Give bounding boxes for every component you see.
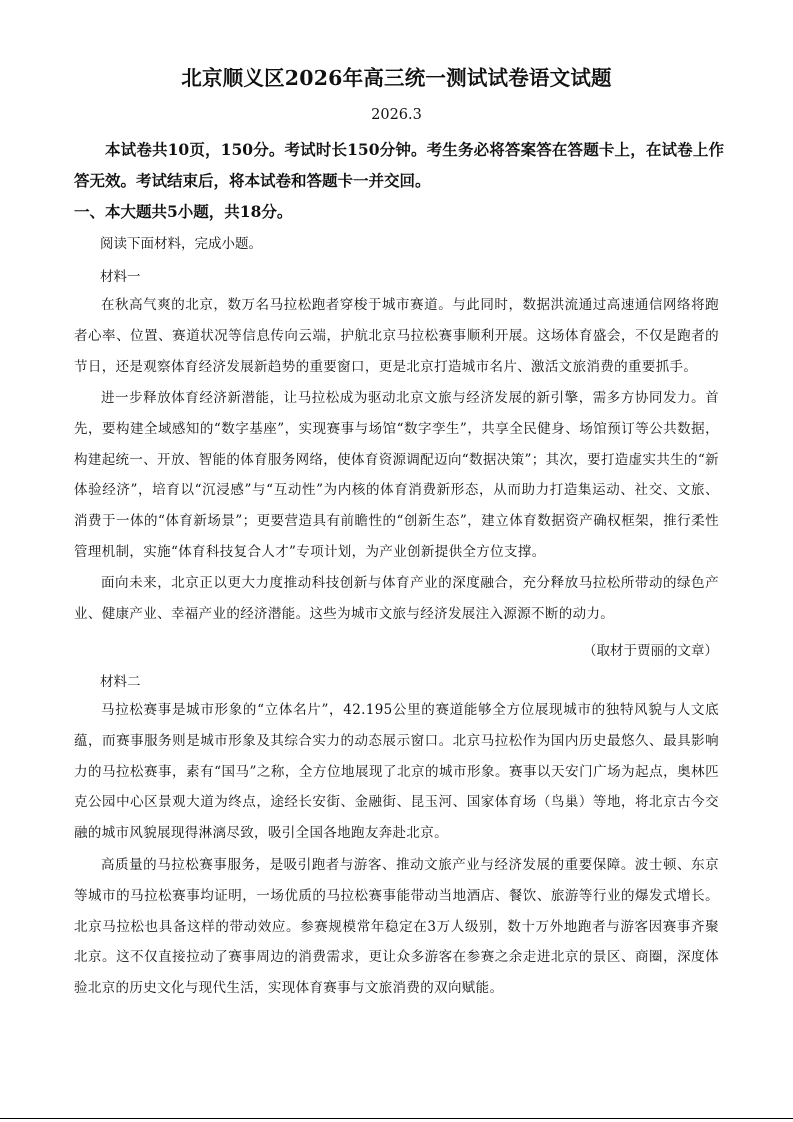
material-two-paragraph: 马拉松赛事是城市形象的“立体名片”，42.195公里的赛道能够全方位展现城市的独特风貌与人文底蕴，而赛事服务则是城市形象及其综合实力的动态展示窗口。北京马拉松作为国内历史最悠久、最具影响力的马拉松赛事，素有“国马”之称，全方位地展现了北京的城市形象。赛事以天安门广场为起点，奥林匹克公园中心区景观大道为终点，途经长安街、金融街、昆玉河、国家体育场（鸟巢）等地，将北京古今交融的城市风貌展现得淋漓尽致，吸引全国各地跑友奔赴北京。 <box>74 702 719 842</box>
material-one-paragraph: 在秋高气爽的北京，数万名马拉松跑者穿梭于城市赛道。与此同时，数据洪流通过高速通信网络将跑者心率、位置、赛道状况等信息传向云端，护航北京马拉松赛事顺利开展。这场体育盛会，不仅是跑者的节日，还是观察体育经济发展新趋势的重要窗口，更是北京打造城市名片、激活文旅消费的重要抓手。 <box>74 297 719 375</box>
material-one-paragraph: 面向未来，北京正以更大力度推动科技创新与体育产业的深度融合，充分释放马拉松所带动的绿色产业、健康产业、幸福产业的经济潜能。这些为城市文旅与经济发展注入源源不断的动力。 <box>74 575 719 622</box>
material-two-label: 材料二 <box>100 674 141 690</box>
material-two-paragraph: 高质量的马拉松赛事服务，是吸引跑者与游客、推动文旅产业与经济发展的重要保障。波士顿、东京等城市的马拉松赛事均证明，一场优质的马拉松赛事能带动当地酒店、餐饮、旅游等行业的爆发式增长。北京马拉松也具备这样的带动效应。参赛规模常年稳定在3万人级别，数十万外地跑者与游客因赛事齐聚北京。这不仅直接拉动了赛事周边的消费需求，更让众多游客在参赛之余走进北京的景区、商圈，深度体验北京的历史文化与现代生活，实现体育赛事与文旅消费的双向赋能。 <box>74 857 719 997</box>
document-date: 2026.3 <box>371 107 422 123</box>
section-heading: 一、本大题共5小题，共18分。 <box>74 202 293 221</box>
material-one-label: 材料一 <box>100 269 141 285</box>
material-one-source: （取材于贾丽的文章） <box>583 643 718 659</box>
document-title: 北京顺义区2026年高三统一测试试卷语文试题 <box>181 66 612 90</box>
page-bottom-rule <box>0 1118 793 1119</box>
exam-instructions: 本试卷共10页，150分。考试时长150分钟。考生务必将答案答在答题卡上，在试卷上作答无效。考试结束后，将本试卷和答题卡一并交回。 <box>74 140 724 190</box>
material-one-paragraph: 进一步释放体育经济新潜能，让马拉松成为驱动北京文旅与经济发展的新引擎，需多方协同发力。首先，要构建全域感知的“数字基座”，实现赛事与场馆“数字孪生”，共享全民健身、场馆预订等公共数据，构建起统一、开放、智能的体育服务网络，使体育资源调配迈向“数据决策”；其次，要打造虚实共生的“新体验经济”，培育以“沉浸感”与“互动性”为内核的体育消费新形态，从而助力打造集运动、社交、文旅、消费于一体的“体育新场景”；更要营造具有前瞻性的“创新生态”，建立体育数据资产确权框架，推行柔性管理机制，实施“体育科技复合人才”专项计划，为产业创新提供全方位支撑。 <box>74 390 720 560</box>
reading-prompt: 阅读下面材料，完成小题。 <box>100 236 262 252</box>
